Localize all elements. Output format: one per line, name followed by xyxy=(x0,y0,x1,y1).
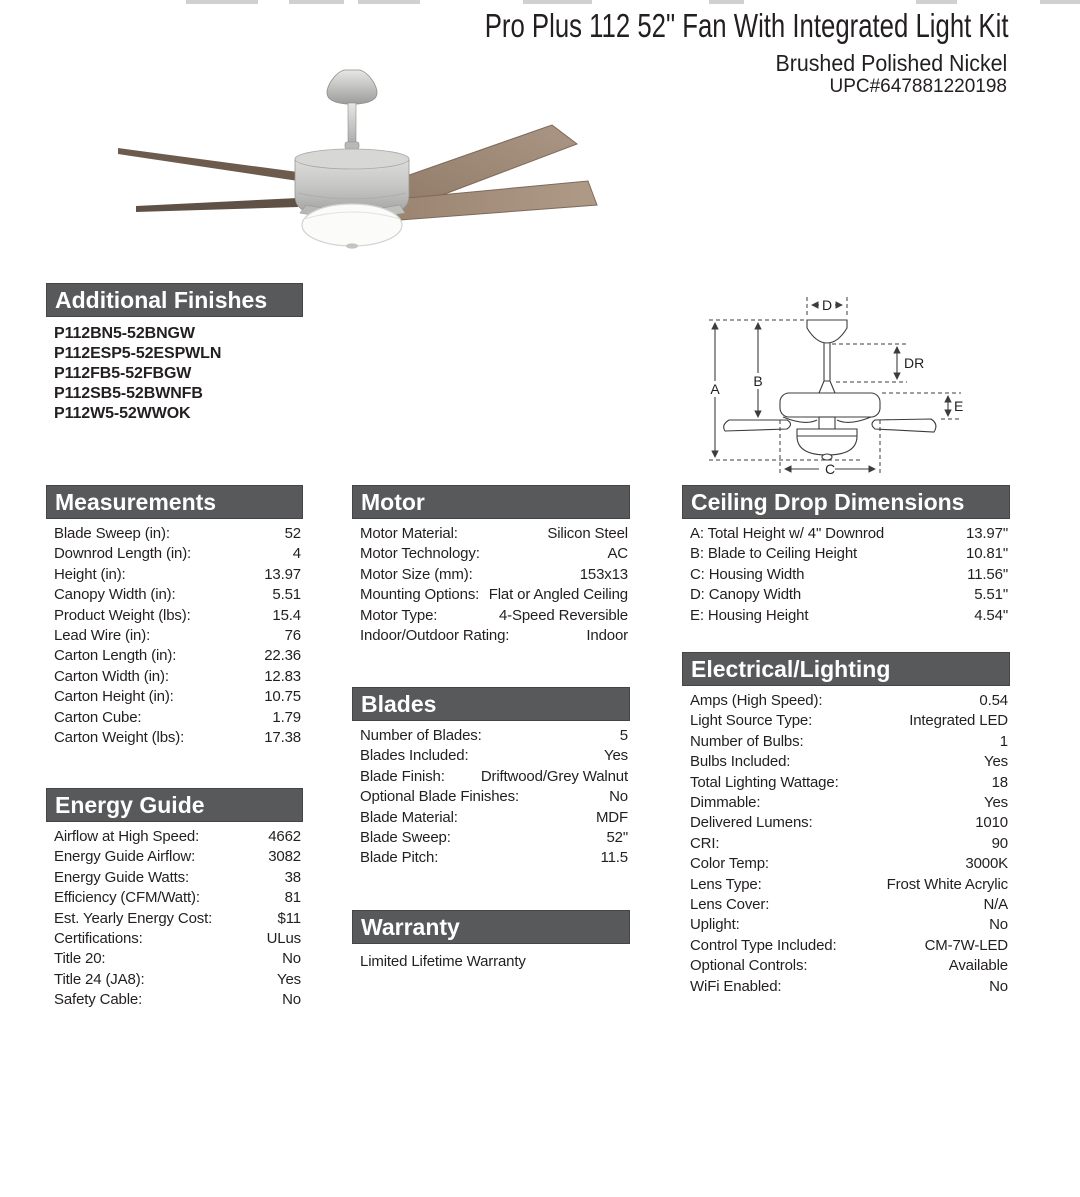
spec-row xyxy=(46,929,303,949)
spec-value: 52 xyxy=(284,525,301,542)
section-header-additional-finishes: Additional Finishes xyxy=(46,283,303,317)
spec-row xyxy=(352,585,630,605)
spec-row xyxy=(682,813,1010,833)
spec-label: Amps (High Speed): xyxy=(690,692,823,709)
spec-label: Optional Controls: xyxy=(690,957,808,975)
spec-row xyxy=(46,687,303,707)
spec-label: Energy Guide Watts: xyxy=(54,868,189,886)
spec-value: 10.81" xyxy=(966,545,1008,563)
spec-label: Carton Height (in): xyxy=(54,688,174,706)
spec-row xyxy=(46,524,303,544)
spec-label: Downrod Length (in): xyxy=(54,545,192,563)
spec-row xyxy=(682,752,1010,772)
spec-value: 76 xyxy=(284,627,301,645)
spec-row xyxy=(682,711,1010,731)
spec-value: ULus xyxy=(266,930,301,948)
spec-row xyxy=(46,585,303,605)
upc-code: UPC#647881220198 xyxy=(829,76,1007,97)
spec-label: Canopy Width (in): xyxy=(54,586,176,604)
spec-value: No xyxy=(282,991,301,1009)
finish-item: P112BN5-52BNGW xyxy=(54,325,195,342)
section-additional-finishes xyxy=(46,283,303,424)
spec-label: Motor Material: xyxy=(360,525,458,542)
spec-row xyxy=(352,565,630,585)
spec-value: 5.51" xyxy=(974,586,1008,604)
spec-value: Available xyxy=(948,957,1008,975)
spec-label: WiFi Enabled: xyxy=(690,977,782,995)
finish-item: P112ESP5-52ESPWLN xyxy=(54,345,222,362)
section-motor xyxy=(352,485,630,646)
spec-row xyxy=(46,827,303,847)
spec-label: Product Weight (lbs): xyxy=(54,606,191,624)
spec-value: Silicon Steel xyxy=(547,525,628,542)
spec-row xyxy=(46,949,303,969)
spec-value: 4662 xyxy=(268,828,301,845)
spec-label: Lead Wire (in): xyxy=(54,627,151,645)
spec-row xyxy=(682,524,1010,544)
section-header-energy-guide: Energy Guide xyxy=(46,788,303,822)
spec-row xyxy=(682,793,1010,813)
spec-value: No xyxy=(282,950,301,968)
spec-row xyxy=(682,977,1010,997)
spec-value: No xyxy=(989,977,1008,995)
spec-row xyxy=(46,565,303,585)
spec-row xyxy=(46,888,303,908)
spec-value: 13.97 xyxy=(264,565,301,583)
spec-row xyxy=(682,691,1010,711)
spec-value: 12.83 xyxy=(264,667,301,685)
spec-label: B: Blade to Ceiling Height xyxy=(690,545,858,563)
spec-value: 5 xyxy=(619,727,628,744)
spec-row xyxy=(682,544,1010,564)
spec-label: Blade Pitch: xyxy=(360,849,439,867)
finish-item: P112W5-52WWOK xyxy=(54,405,191,422)
spec-value: 5.51 xyxy=(272,586,301,604)
spec-row xyxy=(682,854,1010,874)
spec-label: Motor Technology: xyxy=(360,545,480,563)
section-header-blades: Blades xyxy=(352,687,630,721)
spec-value: 4 xyxy=(292,545,301,563)
spec-label: Energy Guide Airflow: xyxy=(54,848,196,866)
spec-row xyxy=(352,626,630,646)
spec-row xyxy=(46,909,303,929)
spec-value: 52" xyxy=(606,829,628,847)
spec-label: Blade Material: xyxy=(360,808,458,826)
spec-label: A: Total Height w/ 4" Downrod xyxy=(690,525,885,542)
spec-label: Height (in): xyxy=(54,565,126,583)
spec-label: Mounting Options: xyxy=(360,586,480,604)
spec-label: Carton Cube: xyxy=(54,708,142,726)
spec-label: Bulbs Included: xyxy=(690,753,791,771)
finish-item: P112SB5-52BWNFB xyxy=(54,385,203,402)
spec-value: Yes xyxy=(983,753,1008,771)
spec-label: Airflow at High Speed: xyxy=(54,828,200,845)
spec-row xyxy=(682,956,1010,976)
spec-value: 15.4 xyxy=(272,606,301,624)
spec-row xyxy=(46,847,303,867)
spec-row xyxy=(682,773,1010,793)
section-header-ceiling-drop: Ceiling Drop Dimensions xyxy=(682,485,1010,519)
spec-row xyxy=(46,990,303,1010)
section-energy-guide xyxy=(46,788,303,1011)
spec-label: Control Type Included: xyxy=(690,936,837,954)
spec-value: 1010 xyxy=(975,814,1008,832)
spec-value: 153x13 xyxy=(579,565,628,583)
spec-value: $11 xyxy=(277,909,301,927)
spec-value: N/A xyxy=(983,896,1008,914)
spec-value: Yes xyxy=(276,970,301,988)
spec-label: Blade Sweep: xyxy=(360,829,451,847)
spec-value: 0.54 xyxy=(979,692,1008,709)
diagram-label-a: A xyxy=(710,381,720,397)
spec-label: Uplight: xyxy=(690,916,740,934)
spec-label: Total Lighting Wattage: xyxy=(690,773,839,791)
spec-value: Yes xyxy=(603,747,628,765)
spec-value: 22.36 xyxy=(264,647,301,665)
spec-value: 17.38 xyxy=(264,729,301,747)
section-measurements xyxy=(46,485,303,748)
spec-row xyxy=(46,728,303,748)
spec-row xyxy=(682,895,1010,915)
spec-value: No xyxy=(609,788,628,806)
section-header-electrical: Electrical/Lighting xyxy=(682,652,1010,686)
spec-value: Flat or Angled Ceiling xyxy=(488,586,628,604)
product-image-fan xyxy=(100,55,640,270)
spec-row xyxy=(352,848,630,868)
spec-label: Blade Sweep (in): xyxy=(54,525,170,542)
spec-label: C: Housing Width xyxy=(690,565,805,583)
spec-label: Title 20: xyxy=(54,950,106,968)
finish-subtitle: Brushed Polished Nickel xyxy=(775,50,1007,76)
spec-value: 1.79 xyxy=(272,708,301,726)
spec-row xyxy=(46,626,303,646)
spec-label: Carton Weight (lbs): xyxy=(54,729,185,747)
spec-label: Est. Yearly Energy Cost: xyxy=(54,909,213,927)
spec-row xyxy=(352,808,630,828)
spec-value: AC xyxy=(607,545,628,563)
spec-row xyxy=(352,767,630,787)
spec-label: Lens Cover: xyxy=(690,896,770,914)
spec-value: Yes xyxy=(983,794,1008,812)
spec-label: Efficiency (CFM/Watt): xyxy=(54,889,200,907)
spec-row xyxy=(46,606,303,626)
spec-value: Integrated LED xyxy=(909,712,1008,730)
spec-row xyxy=(682,875,1010,895)
spec-value: Frost White Acrylic xyxy=(886,875,1008,893)
ceiling-drop-diagram xyxy=(695,283,1075,478)
spec-label: Indoor/Outdoor Rating: xyxy=(360,627,510,645)
spec-row xyxy=(682,915,1010,935)
spec-label: E: Housing Height xyxy=(690,606,809,624)
spec-label: Number of Blades: xyxy=(360,727,482,744)
spec-label: CRI: xyxy=(690,834,720,852)
spec-label: Delivered Lumens: xyxy=(690,814,813,832)
spec-row xyxy=(682,606,1010,626)
spec-row xyxy=(352,544,630,564)
diagram-label-e: E xyxy=(954,398,964,414)
spec-value: 13.97" xyxy=(966,525,1008,542)
page-title: Pro Plus 112 52" Fan With Integrated Light Kit xyxy=(484,7,1008,44)
spec-value: 11.56" xyxy=(967,565,1008,583)
diagram-label-d: D xyxy=(821,297,833,313)
warranty-text: Limited Lifetime Warranty xyxy=(360,953,526,970)
spec-value: 11.5 xyxy=(600,849,628,867)
section-header-warranty: Warranty xyxy=(352,910,630,944)
section-ceiling-drop xyxy=(682,485,1010,626)
spec-row xyxy=(46,868,303,888)
spec-value: CM-7W-LED xyxy=(924,936,1008,954)
section-warranty xyxy=(352,910,630,972)
spec-row xyxy=(352,828,630,848)
spec-value: 38 xyxy=(284,868,301,886)
spec-row xyxy=(352,524,630,544)
spec-label: Certifications: xyxy=(54,930,143,948)
spec-value: 4-Speed Reversible xyxy=(498,606,628,624)
spec-row xyxy=(352,606,630,626)
spec-value: Indoor xyxy=(586,627,628,645)
spec-row xyxy=(46,667,303,687)
spec-value: 81 xyxy=(284,889,301,907)
spec-row xyxy=(352,787,630,807)
spec-value: Driftwood/Grey Walnut xyxy=(480,767,628,785)
spec-row xyxy=(46,708,303,728)
spec-row xyxy=(682,565,1010,585)
spec-value: 90 xyxy=(991,834,1008,852)
diagram-label-b: B xyxy=(753,373,763,389)
spec-label: Lens Type: xyxy=(690,875,762,893)
spec-value: 18 xyxy=(991,773,1008,791)
spec-value: MDF xyxy=(595,808,628,826)
spec-row xyxy=(682,936,1010,956)
section-header-motor: Motor xyxy=(352,485,630,519)
spec-label: Motor Size (mm): xyxy=(360,565,473,583)
spec-value: 3082 xyxy=(268,848,301,866)
spec-label: Light Source Type: xyxy=(690,712,813,730)
diagram-label-c: C xyxy=(824,461,836,477)
spec-row xyxy=(682,585,1010,605)
spec-label: Safety Cable: xyxy=(54,991,143,1009)
spec-label: Dimmable: xyxy=(690,794,761,812)
section-header-measurements: Measurements xyxy=(46,485,303,519)
finish-item: P112FB5-52FBGW xyxy=(54,365,192,382)
spec-value: 3000K xyxy=(965,855,1008,873)
spec-label: Motor Type: xyxy=(360,606,438,624)
section-blades xyxy=(352,687,630,869)
spec-label: Blades Included: xyxy=(360,747,469,765)
spec-value: 10.75 xyxy=(264,688,301,706)
spec-value: 1 xyxy=(999,732,1008,750)
spec-row xyxy=(352,726,630,746)
spec-label: Carton Width (in): xyxy=(54,667,169,685)
spec-label: D: Canopy Width xyxy=(690,586,802,604)
spec-row xyxy=(46,646,303,666)
spec-row xyxy=(352,746,630,766)
spec-label: Color Temp: xyxy=(690,855,769,873)
spec-label: Carton Length (in): xyxy=(54,647,177,665)
spec-row xyxy=(46,544,303,564)
spec-label: Title 24 (JA8): xyxy=(54,970,145,988)
spec-row xyxy=(46,970,303,990)
spec-label: Number of Bulbs: xyxy=(690,732,804,750)
spec-row xyxy=(682,834,1010,854)
spec-row xyxy=(682,732,1010,752)
spec-label: Optional Blade Finishes: xyxy=(360,788,519,806)
section-electrical xyxy=(682,652,1010,997)
spec-value: 4.54" xyxy=(974,606,1008,624)
diagram-label-dr: DR xyxy=(904,355,925,371)
spec-label: Blade Finish: xyxy=(360,767,445,785)
spec-value: No xyxy=(989,916,1008,934)
